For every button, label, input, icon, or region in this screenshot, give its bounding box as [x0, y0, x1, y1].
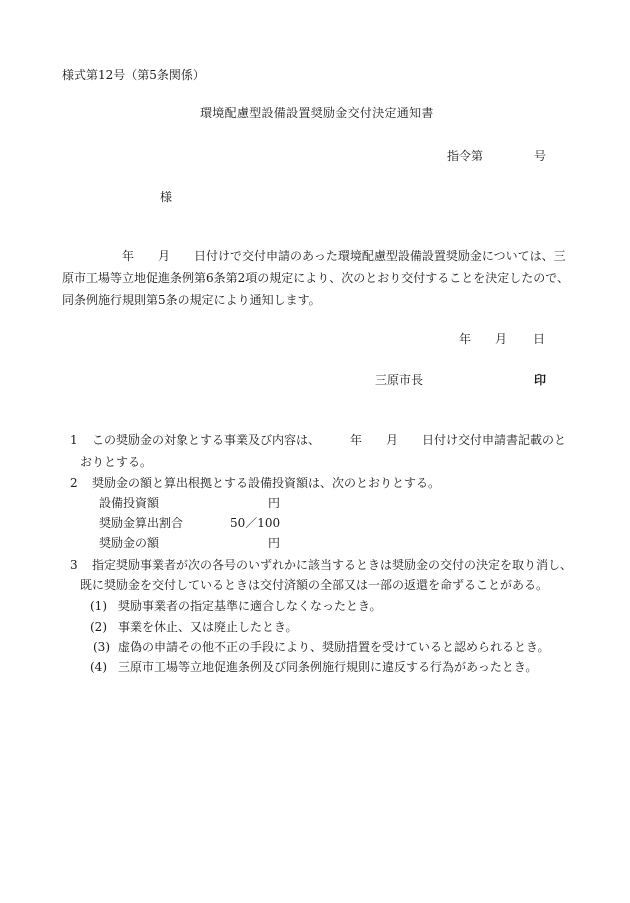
item-text: この奨励金の対象とする事業及び内容は、 年 月 日付け交付申請書記載のと [92, 433, 567, 447]
body-line: 原市工場等立地促進条例第6条第2項の規定により、次のとおり交付することを決定したので、 [62, 271, 570, 285]
body-line: 年 月 日付けで交付申請のあった環境配慮型設備設置奨励金については、三 [62, 249, 566, 263]
body-line: 同条例施行規則第5条の規定により通知します。 [62, 293, 321, 307]
row-value-investment: 円 [268, 496, 281, 510]
addressee-suffix: 様 [160, 190, 173, 204]
subitem-number: (1) [90, 599, 107, 613]
date-day: 日 [533, 332, 546, 346]
subitem-number: (4) [90, 660, 107, 674]
item-text: おりとする。 [80, 455, 153, 469]
row-value-amount: 円 [268, 536, 281, 550]
date-year: 年 [459, 332, 472, 346]
subitem-text: 虚偽の申請その他不正の手段により、奨励措置を受けていると認められるとき。 [118, 640, 550, 654]
row-label-investment: 設備投資額 [99, 496, 160, 510]
row-value-ratio: 50／100 [230, 516, 281, 530]
issuer-name: 三原市長 [375, 373, 424, 387]
date-month: 月 [495, 332, 508, 346]
item-text: 奨励金の額と算出根拠とする設備投資額は、次のとおりとする。 [92, 476, 441, 490]
document-title: 環境配慮型設備設置奨励金交付決定通知書 [200, 106, 434, 120]
subitem-text: 事業を休止、又は廃止したとき。 [118, 620, 298, 634]
order-number-prefix: 指令第 [447, 149, 484, 163]
row-label-ratio: 奨励金算出割合 [99, 516, 184, 530]
subitem-number: (3) [93, 640, 110, 654]
subitem-text: 三原市工場等立地促進条例及び同条例施行規則に違反する行為があったとき。 [118, 660, 538, 674]
item-text: 指定奨励事業者が次の各号のいずれかに該当するときは奨励金の交付の決定を取り消し、 [92, 558, 573, 572]
order-number-suffix: 号 [534, 149, 547, 163]
item-number: 2 [70, 476, 78, 490]
subitem-text: 奨励事業者の指定基準に適合しなくなったとき。 [118, 599, 382, 613]
seal-mark: 印 [534, 373, 547, 387]
item-text: 既に奨励金を交付しているときは交付済額の全部又は一部の返還を命ずることがある。 [80, 578, 549, 592]
row-label-amount: 奨励金の額 [99, 536, 160, 550]
item-number: 3 [70, 558, 78, 572]
item-number: 1 [70, 433, 78, 447]
form-number: 様式第12号（第5条関係） [62, 68, 205, 82]
subitem-number: (2) [90, 620, 107, 634]
